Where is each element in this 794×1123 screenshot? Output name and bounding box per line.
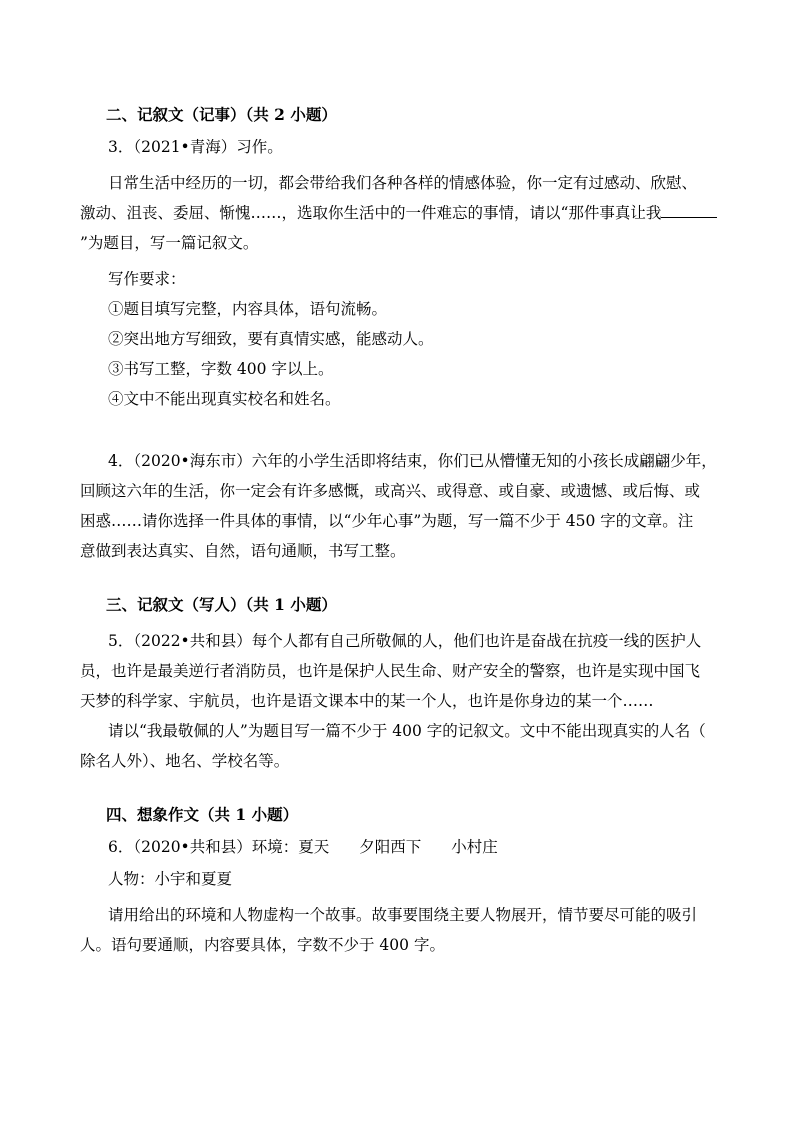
question-6-head-b: 夕阳西下 bbox=[359, 838, 422, 856]
requirement-4: ④文中不能出现真实校名和姓名。 bbox=[108, 390, 341, 408]
question-4-line-3: 困惑……请你选择一件具体的事情，以“少年心事”为题，写一篇不少于 450 字的文章。注 bbox=[80, 512, 694, 530]
question-5-line-5: 除名人外）、地名、学校名等。 bbox=[80, 752, 290, 770]
question-3-line-2-text: 激动、沮丧、委屈、惭愧……，选取你生活中的一件难忘的事情，请以“那件事真让我 bbox=[80, 204, 662, 222]
section-title-imaginative: 四、想象作文（共 1 小题） bbox=[106, 805, 299, 824]
question-5-line-1: 5．（2022•共和县）每个人都有自己所敬佩的人，他们也许是奋战在抗疫一线的医护人 bbox=[108, 632, 702, 650]
question-6-people: 人物：小宇和夏夏 bbox=[108, 870, 233, 888]
question-4-line-4: 意做到表达真实、自然，语句通顺，书写工整。 bbox=[80, 542, 406, 560]
question-3-line-2 bbox=[80, 198, 720, 228]
requirement-3: ③书写工整，字数 400 字以上。 bbox=[108, 360, 334, 378]
question-3-line-3: ”为题目，写一篇记叙文。 bbox=[80, 234, 259, 252]
requirement-1: ①题目填写完整，内容具体，语句流畅。 bbox=[108, 300, 388, 318]
requirement-2: ②突出地方写细致，要有真情实感，能感动人。 bbox=[108, 330, 434, 348]
question-6-prompt bbox=[80, 900, 720, 960]
document-content bbox=[80, 104, 720, 960]
question-6-line-1: 请用给出的环境和人物虚构一个故事。故事要围绕主要人物展开，情节要尽可能的吸引 bbox=[108, 906, 698, 924]
question-3-head: 3．（2021•青海）习作。 bbox=[108, 138, 283, 156]
question-6-head-a: 6．（2020•共和县）环境：夏天 bbox=[108, 838, 330, 856]
question-5-line-2: 员，也许是最美逆行者消防员，也许是保护人民生命、财产安全的警察，也许是实现中国飞 bbox=[80, 662, 701, 680]
fill-in-blank bbox=[661, 201, 717, 218]
section-title-narrative-people: 三、记叙文（写人）（共 1 小题） bbox=[106, 595, 337, 614]
question-4-line-1: 4．（2020•海东市）六年的小学生活即将结束，你们已从懵懂无知的小孩长成翩翩少年， bbox=[108, 452, 717, 470]
question-5 bbox=[80, 626, 720, 776]
question-4-line-2: 回顾这六年的生活，你一定会有许多感慨，或高兴、或得意、或自豪、或遗憾、或后悔、或 bbox=[80, 482, 701, 500]
section-title-narrative-events: 二、记叙文（记事）（共 2 小题） bbox=[106, 105, 337, 124]
question-5-line-3: 天梦的科学家、宇航员，也许是语文课本中的某一个人，也许是你身边的某一个…… bbox=[80, 692, 654, 710]
requirements-title: 写作要求： bbox=[108, 270, 186, 288]
question-5-line-4: 请以“我最敬佩的人”为题目写一篇不少于 400 字的记叙文。文中不能出现真实的人名（ bbox=[108, 722, 706, 740]
question-3-prompt bbox=[80, 168, 720, 258]
question-3-line-1: 日常生活中经历的一切，都会带给我们各种各样的情感体验，你一定有过感动、欣慰、 bbox=[108, 174, 698, 192]
question-4 bbox=[80, 446, 720, 566]
question-6-line-2: 人。语句要通顺，内容要具体，字数不少于 400 字。 bbox=[80, 936, 445, 954]
question-6-head-c: 小村庄 bbox=[451, 838, 498, 856]
question-6-head bbox=[108, 836, 720, 858]
